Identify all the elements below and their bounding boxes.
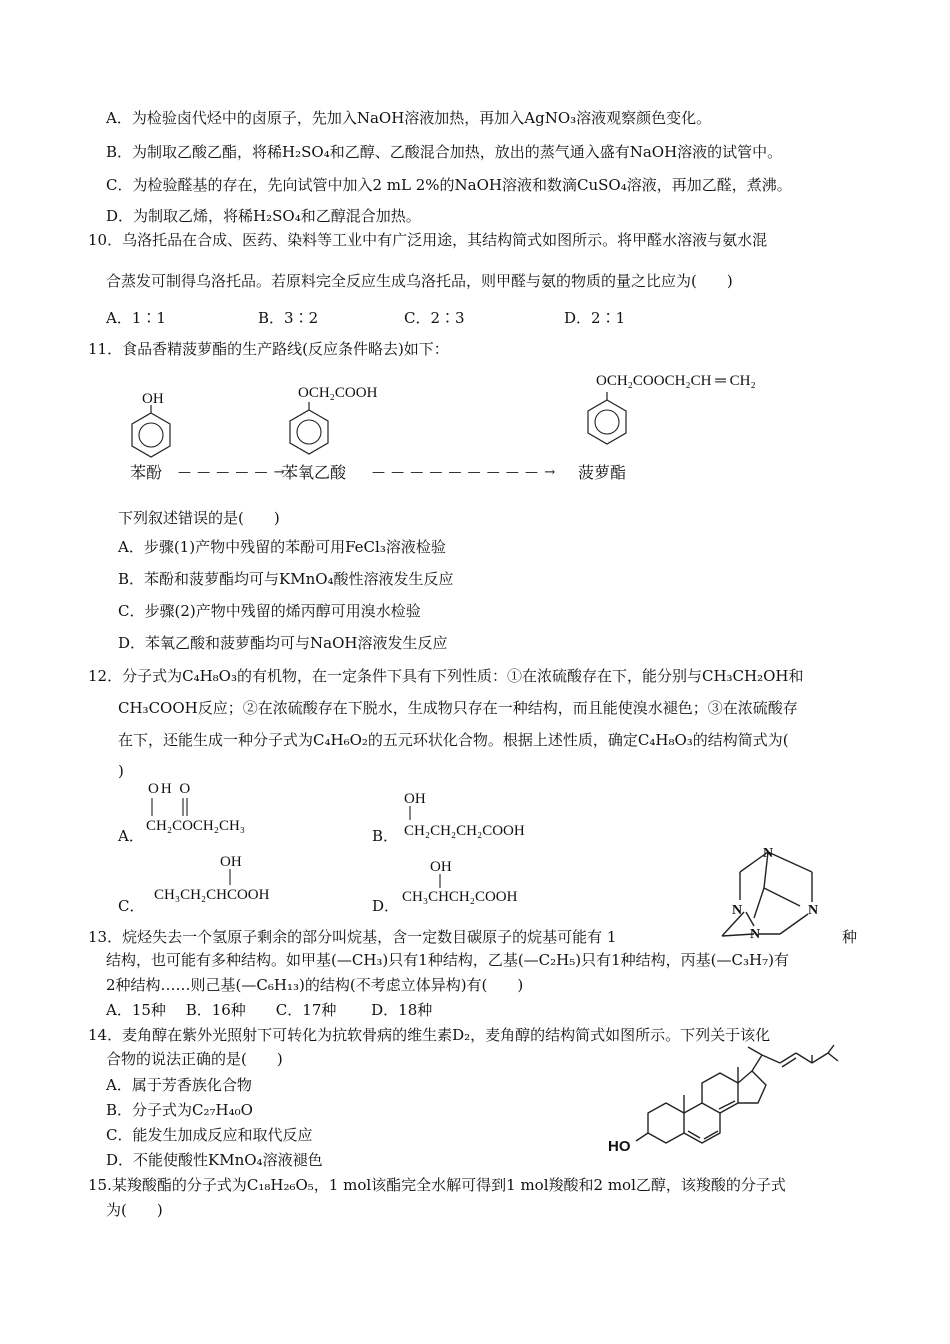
allyl-phenoxyacetate-name: 菠萝酯: [578, 463, 627, 482]
q10-option-d: D．2∶1: [564, 309, 626, 327]
allyl-phenoxyacetate-group: OCH₂COOCH₂CH ═ CH₂: [596, 373, 756, 389]
q12-option-d-top-group: OH: [430, 859, 452, 875]
q10-option-b: B．3∶2: [258, 309, 319, 327]
q12-option-c-bond: [226, 869, 236, 885]
q12-option-b-label: B．: [372, 827, 399, 845]
urotropine-n-bottom: N: [750, 927, 761, 942]
q12-option-a-label: A．: [118, 827, 144, 845]
phenoxyacetic-acid-ring-diagram: [286, 402, 332, 458]
q11-option-a: A．步骤(1)产物中残留的苯酚可用FeCl₃溶液检验: [118, 538, 446, 556]
q14-option-d: D．不能使酸性KMnO₄溶液褪色: [106, 1151, 323, 1169]
phenoxyacetic-acid-name: 苯氧乙酸: [282, 463, 347, 482]
q12-option-d-bond: [436, 874, 446, 888]
q15-stem-line1: 15.某羧酸酯的分子式为C₁₈H₂₆O₅，1 mol该酯完全水解可得到1 mol羧酸和2 mol乙醇，该羧酸的分子式: [88, 1176, 786, 1194]
q12-option-c-formula: CH₃CH₂CHCOOH: [154, 887, 270, 903]
urotropine-n-right: N: [808, 903, 819, 918]
q14-stem-line2: 合物的说法正确的是( ): [106, 1050, 283, 1068]
q9-option-b: B．为制取乙酸乙酯，将稀H₂SO₄和乙醇、乙酸混合加热，放出的蒸气通入盛有NaOH溶液的试管中。: [106, 143, 783, 161]
q12-option-c-top-group: OH: [220, 854, 242, 870]
q10-stem-line1: 10．乌洛托品在合成、医药、染料等工业中有广泛用途，其结构简式如图所示。将甲醛水溶液与氨水混: [88, 231, 768, 249]
q13-stem-line3: 2种结构……则己基(—C₆H₁₃)的结构(不考虑立体异构)有( ): [106, 976, 524, 994]
q10-option-c: C．2∶3: [404, 309, 465, 327]
q9-option-a: A．为检验卤代烃中的卤原子，先加入NaOH溶液加热，再加入AgNO₃溶液观察颜色变化。: [106, 109, 712, 127]
q12-option-a-formula: CH₂COCH₂CH₃: [146, 818, 246, 834]
q10-stem-line2: 合蒸发可制得乌洛托品。若原料完全反应生成乌洛托品，则甲醛与氨的物质的量之比应为( ): [106, 272, 733, 290]
ergosterol-ho-label: HO: [608, 1138, 631, 1155]
reaction-arrow-2: — — — — — — — — — →: [372, 465, 557, 480]
urotropine-n-top: N: [763, 846, 774, 861]
q14-option-b: B．分子式为C₂₇H₄₀O: [106, 1101, 253, 1119]
q12-stem-line2: CH₃COOH反应；②在浓硫酸存在下脱水，生成物只存在一种结构，而且能使溴水褪色；③在浓硫酸存: [118, 699, 798, 717]
phenoxyacetic-acid-group: OCH₂COOH: [298, 385, 378, 401]
q12-stem-line1: 12．分子式为C₄H₈O₃的有机物，在一定条件下具有下列性质：①在浓硫酸存在下，能分别与CH₃CH₂OH和: [88, 667, 804, 685]
q11-option-b: B．苯酚和菠萝酯均可与KMnO₄酸性溶液发生反应: [118, 570, 454, 588]
q13-stem-line1: 13．烷烃失去一个氢原子剩余的部分叫烷基，含一定数目碳原子的烷基可能有 1: [88, 928, 617, 946]
phenol-name: 苯酚: [130, 463, 163, 482]
q10-option-a: A．1∶1: [106, 309, 166, 327]
q13-stem-line2: 结构，也可能有多种结构。如甲基(—CH₃)只有1种结构，乙基(—C₂H₅)只有1种结构，丙基(—C₃H₇)有: [106, 951, 789, 969]
q14-stem-line1: 14．麦角醇在紫外光照射下可转化为抗软骨病的维生素D₂，麦角醇的结构简式如图所示。下列关于该化: [88, 1026, 771, 1044]
q12-option-b-formula: CH₂CH₂CH₂COOH: [404, 823, 525, 839]
q12-option-b-top-group: OH: [404, 791, 426, 807]
q13-options: A．15种 B．16种 C．17种 D．18种: [106, 1001, 433, 1019]
q11-stem: 11．食品香精菠萝酯的生产路线(反应条件略去)如下：: [88, 340, 449, 358]
q9-option-d: D．为制取乙烯，将稀H₂SO₄和乙醇混合加热。: [106, 207, 421, 225]
q12-option-d-formula: CH₃CHCH₂COOH: [402, 889, 518, 905]
q9-option-c: C．为检验醛基的存在，先向试管中加入2 mL 2%的NaOH溶液和数滴CuSO₄溶液，再加乙醛，煮沸。: [106, 176, 792, 194]
q11-option-c: C．步骤(2)产物中残留的烯丙醇可用溴水检验: [118, 602, 421, 620]
q14-option-c: C．能发生加成反应和取代反应: [106, 1126, 313, 1144]
q11-question: 下列叙述错误的是( ): [118, 509, 280, 527]
q12-option-c-label: C．: [118, 897, 145, 915]
q15-stem-line2: 为( ): [106, 1201, 163, 1219]
q14-option-a: A．属于芳香族化合物: [106, 1076, 252, 1094]
allyl-phenoxyacetate-ring-diagram: [584, 392, 630, 448]
phenol-ring-diagram: [128, 405, 174, 461]
q12-option-b-bond: [406, 806, 416, 822]
urotropine-n-left: N: [732, 903, 743, 918]
phenol-oh-label: OH: [142, 391, 164, 407]
q12-stem-line4: ): [118, 762, 124, 780]
q12-option-d-label: D．: [372, 897, 400, 915]
q11-option-d: D．苯氧乙酸和菠萝酯均可与NaOH溶液发生反应: [118, 634, 448, 652]
q12-stem-line3: 在下，还能生成一种分子式为C₄H₆O₂的五元环状化合物。根据上述性质，确定C₄H₈O₃的结构简式为(: [118, 731, 789, 749]
q13-stem-line1-end: 种: [842, 928, 858, 946]
reaction-arrow-1: — — — — — →: [178, 465, 286, 480]
q12-option-a-top-groups: OH O: [148, 781, 193, 797]
urotropine-structure-diagram: [720, 838, 830, 942]
ergosterol-structure-diagram: [600, 1045, 860, 1157]
